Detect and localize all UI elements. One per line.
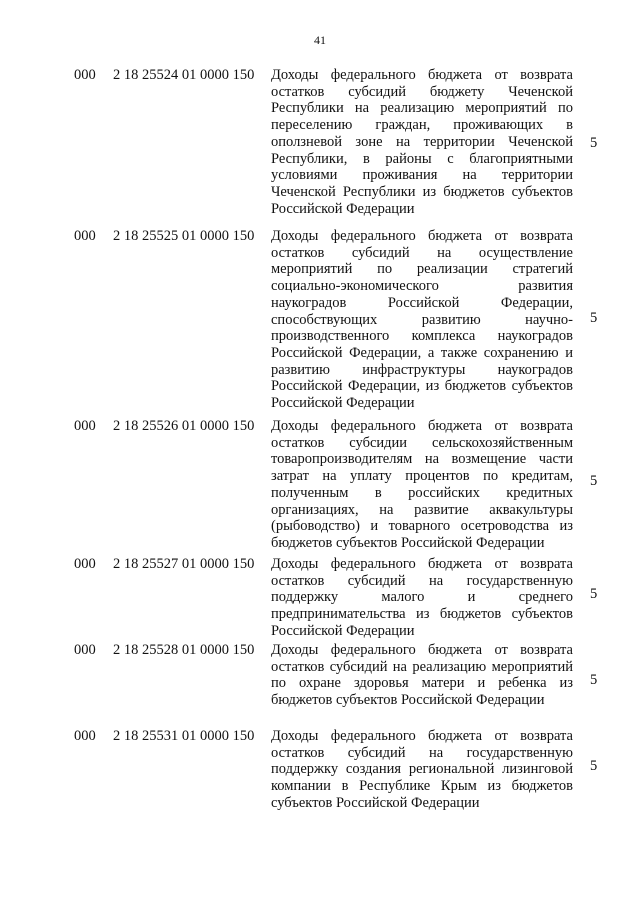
norm-percent: 5 <box>590 586 598 602</box>
revenue-description: Доходы федерального бюджета от возврата остатков субсидий на государственную поддержку малого и среднего предпринимательства из бюджетов субъектов Российской Федерации <box>271 556 573 639</box>
norm-percent: 5 <box>590 758 598 774</box>
admin-code: 000 <box>74 642 96 658</box>
norm-percent: 5 <box>590 310 598 326</box>
admin-code: 000 <box>74 67 96 83</box>
kbk-code: 2 18 25531 01 0000 150 <box>113 728 255 744</box>
kbk-code: 2 18 25525 01 0000 150 <box>113 228 255 244</box>
kbk-code: 2 18 25528 01 0000 150 <box>113 642 255 658</box>
admin-code: 000 <box>74 556 96 572</box>
admin-code: 000 <box>74 728 96 744</box>
admin-code: 000 <box>74 418 96 434</box>
kbk-code: 2 18 25524 01 0000 150 <box>113 67 255 83</box>
norm-percent: 5 <box>590 135 598 151</box>
norm-percent: 5 <box>590 473 598 489</box>
admin-code: 000 <box>74 228 96 244</box>
norm-percent: 5 <box>590 672 598 688</box>
revenue-description: Доходы федерального бюджета от возврата остатков субсидий на осуществление мероприятий по реализации стратегий социально-экономического развития наукоградов Российской Федерации, способствующих развитию научно-производственного комплекса наукоградов Российской Федерации, а также сохранению и развитию инфраструктуры наукоградов Российской Федерации, из бюджетов субъектов Российской Федерации <box>271 228 573 412</box>
revenue-description: Доходы федерального бюджета от возврата остатков субсидии сельскохозяйственным товаропроизводителям на возмещение части затрат на уплату процентов по кредитам, полученным в российских кредитных организациях, на развитие аквакультуры (рыбоводство) и товарного осетроводства из бюджетов субъектов Российской Федерации <box>271 418 573 551</box>
page-number: 41 <box>314 33 326 47</box>
kbk-code: 2 18 25526 01 0000 150 <box>113 418 255 434</box>
kbk-code: 2 18 25527 01 0000 150 <box>113 556 255 572</box>
revenue-description: Доходы федерального бюджета от возврата остатков субсидий на государственную поддержку создания региональной лизинговой компании в Республике Крым из бюджетов субъектов Российской Федерации <box>271 728 573 811</box>
revenue-description: Доходы федерального бюджета от возврата остатков субсидий бюджету Чеченской Республики на реализацию мероприятий по переселению граждан, проживающих в оползневой зоне на территории Чеченской Республики, в районы с благоприятными условиями проживания на территории Чеченской Республики из бюджетов субъектов Российской Федерации <box>271 67 573 217</box>
revenue-description: Доходы федерального бюджета от возврата остатков субсидий на реализацию мероприятий по охране здоровья матери и ребенка из бюджетов субъектов Российской Федерации <box>271 642 573 709</box>
